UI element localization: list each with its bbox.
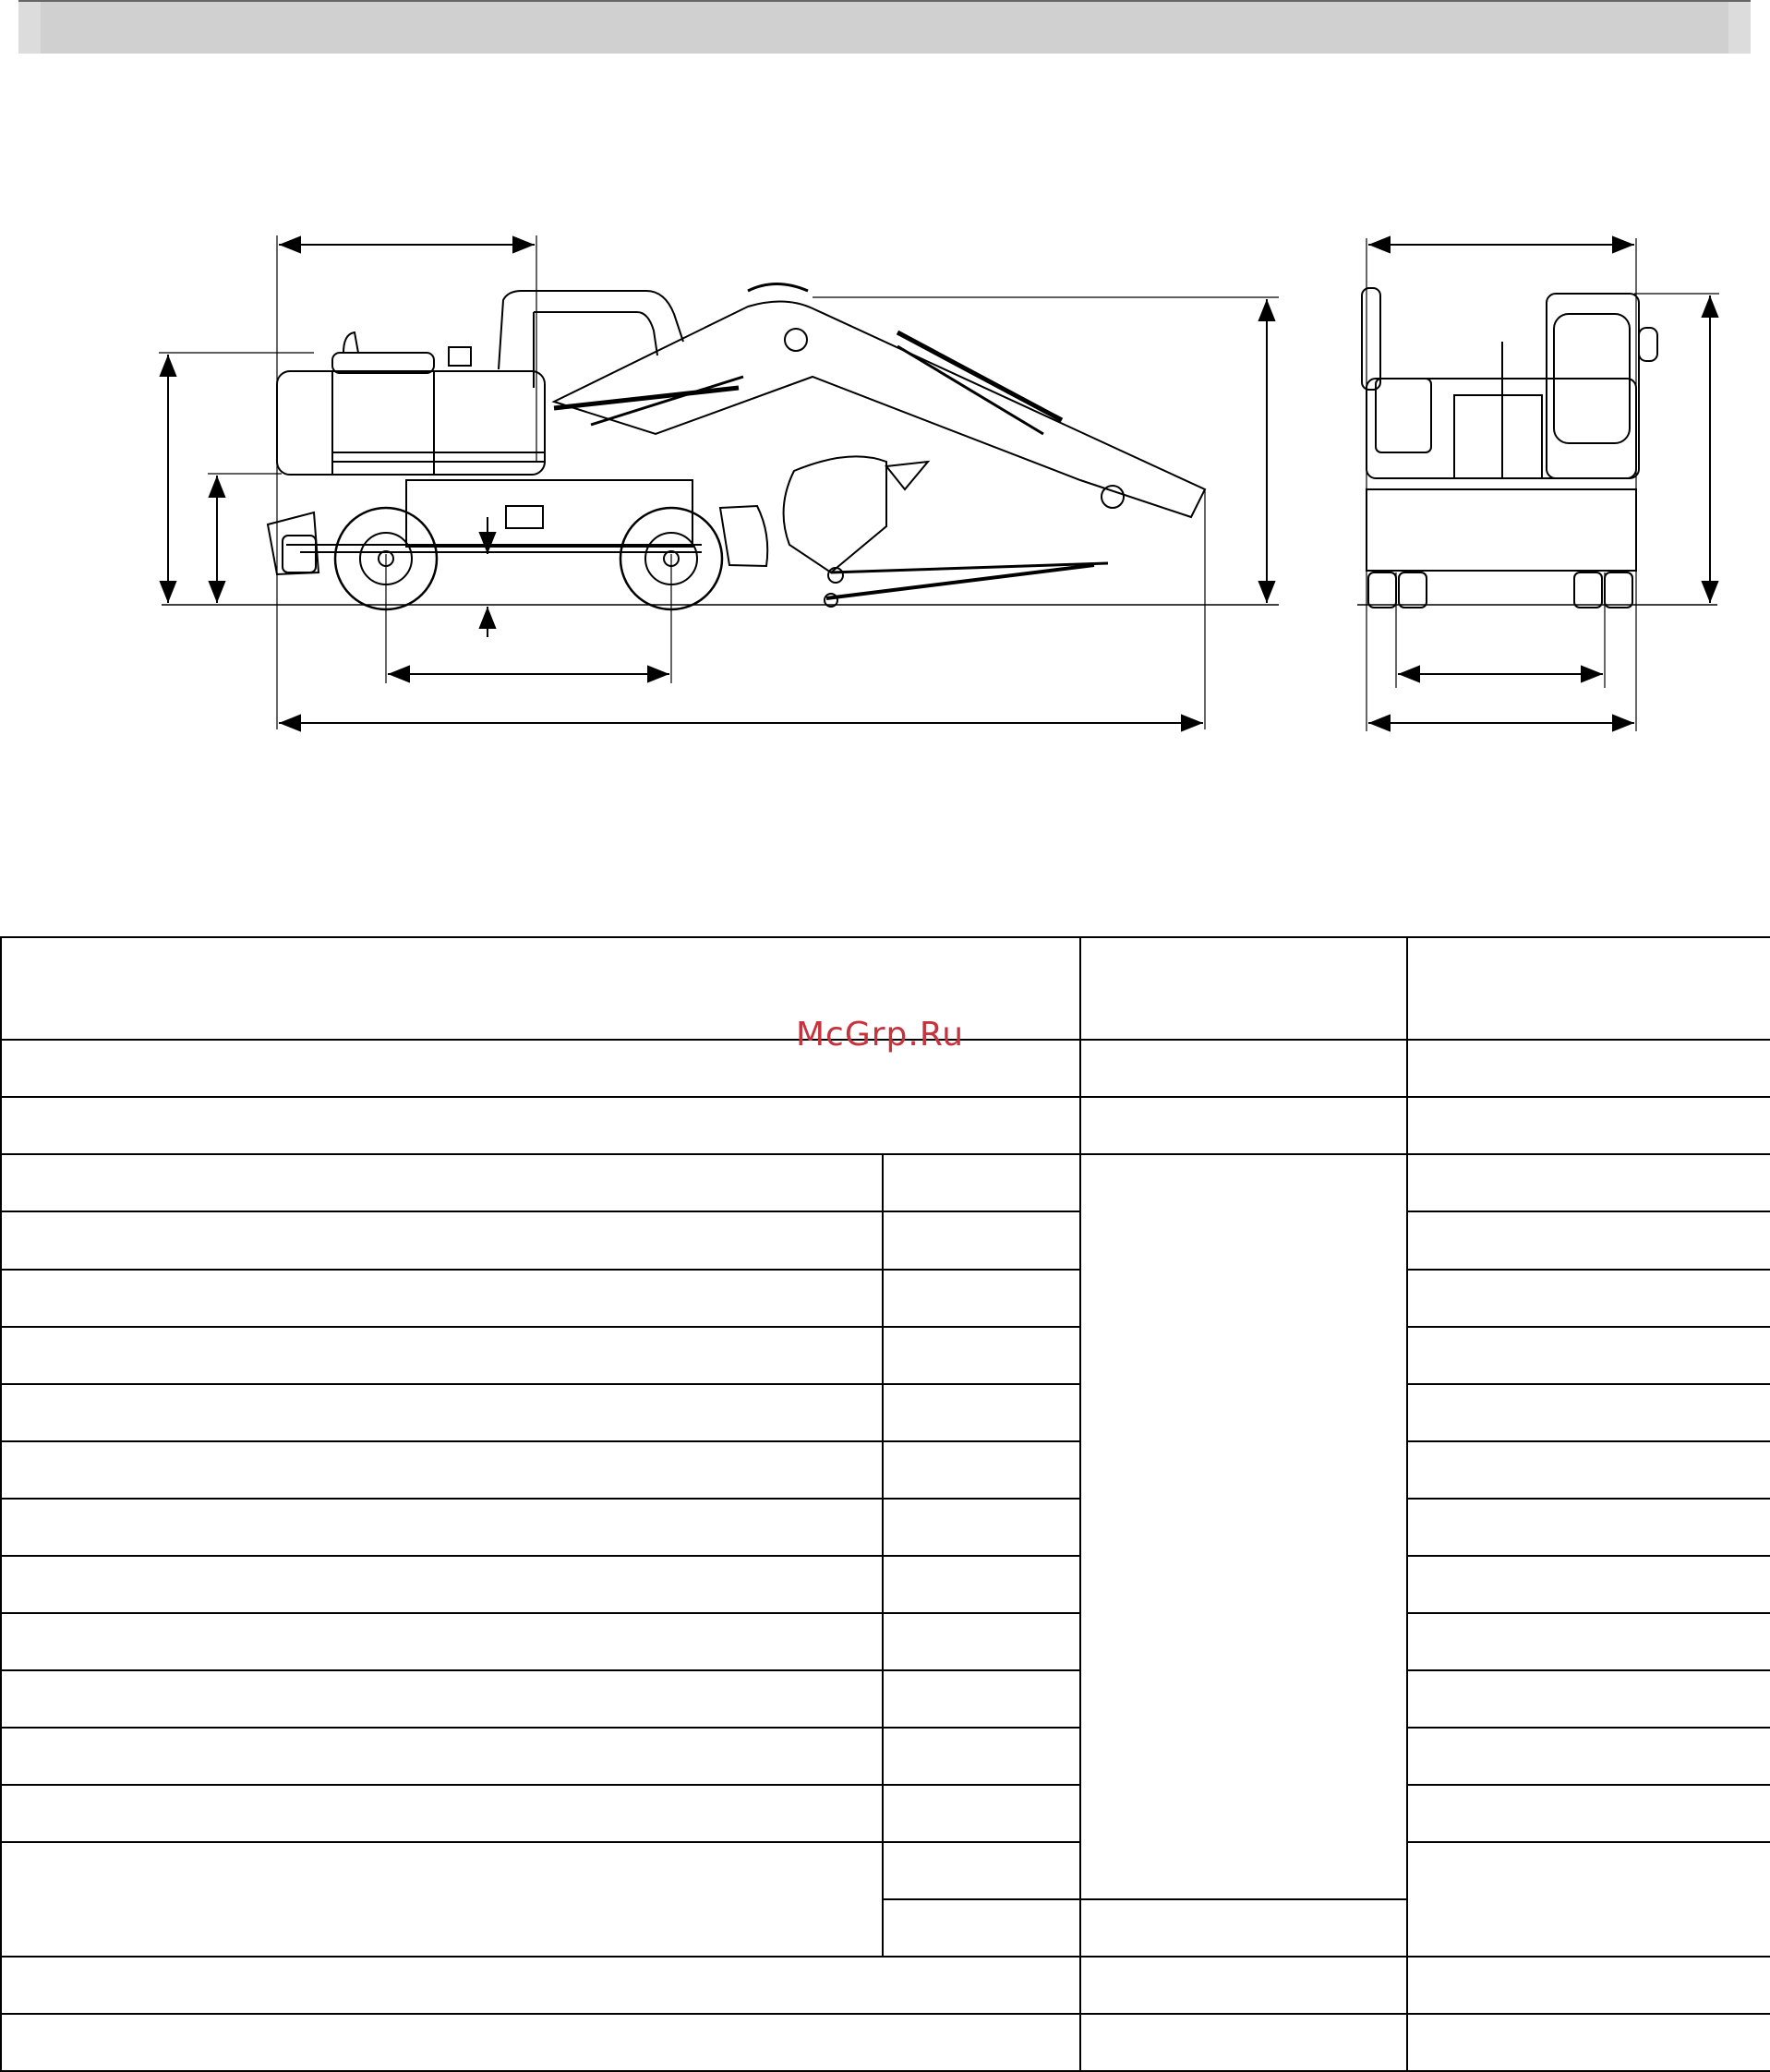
table-cell bbox=[1080, 1040, 1407, 1097]
specification-table bbox=[0, 936, 1770, 2072]
table-row bbox=[1, 1154, 1770, 1211]
table-cell bbox=[883, 1785, 1080, 1842]
table-row bbox=[1, 1499, 1770, 1556]
table-cell bbox=[1407, 1556, 1770, 1613]
table-cell bbox=[1407, 1957, 1770, 2014]
table-cell bbox=[1080, 1154, 1407, 1898]
table-row bbox=[1, 1327, 1770, 1384]
table-cell bbox=[1080, 2014, 1407, 2071]
table-row bbox=[1, 1097, 1770, 1154]
front-view bbox=[1357, 238, 1719, 731]
side-view bbox=[159, 235, 1279, 729]
table-cell bbox=[883, 1899, 1080, 1957]
table-cell bbox=[1407, 937, 1770, 1040]
table-row bbox=[1, 1384, 1770, 1441]
table-row bbox=[1, 1842, 1770, 1899]
table-cell bbox=[883, 1441, 1080, 1499]
table-cell bbox=[1407, 1728, 1770, 1785]
table-cell bbox=[883, 1842, 1080, 1899]
table-cell bbox=[883, 1154, 1080, 1211]
table-cell bbox=[883, 1270, 1080, 1327]
table-cell bbox=[1080, 1899, 1407, 1957]
table-cell bbox=[1, 1670, 883, 1728]
table-cell bbox=[883, 1211, 1080, 1269]
table-cell bbox=[1407, 1785, 1770, 1842]
table-cell bbox=[1, 1957, 1080, 2014]
table-cell bbox=[1, 1785, 883, 1842]
table-row bbox=[1, 1785, 1770, 1842]
table-cell bbox=[1, 1728, 883, 1785]
table-cell bbox=[1, 1097, 1080, 1154]
table-cell bbox=[1407, 1441, 1770, 1499]
table-row bbox=[1, 2014, 1770, 2071]
table-cell bbox=[1, 1499, 883, 1556]
table-cell bbox=[883, 1327, 1080, 1384]
table-cell bbox=[1407, 1499, 1770, 1556]
table-cell bbox=[1407, 1670, 1770, 1728]
table-row bbox=[1, 1728, 1770, 1785]
watermark-text: McGrp.Ru bbox=[796, 1016, 965, 1054]
table-row bbox=[1, 1556, 1770, 1613]
table-cell bbox=[1, 1270, 883, 1327]
table-cell bbox=[1, 1556, 883, 1613]
table-cell bbox=[1407, 1211, 1770, 1269]
table-cell bbox=[1, 1842, 883, 1957]
table-row bbox=[1, 1613, 1770, 1670]
table-cell bbox=[1, 1211, 883, 1269]
table-cell bbox=[883, 1613, 1080, 1670]
table-cell bbox=[1, 1384, 883, 1441]
table-cell bbox=[1407, 1384, 1770, 1441]
table-cell bbox=[1407, 1270, 1770, 1327]
excavator-dimension-drawing bbox=[0, 0, 1770, 831]
table-row bbox=[1, 1441, 1770, 1499]
table-cell bbox=[1, 2014, 1080, 2071]
table-cell bbox=[883, 1384, 1080, 1441]
table-cell bbox=[883, 1670, 1080, 1728]
table-row bbox=[1, 1670, 1770, 1728]
table-cell bbox=[1407, 1154, 1770, 1211]
table-cell bbox=[1407, 1327, 1770, 1384]
table-row bbox=[1, 1211, 1770, 1269]
table-cell bbox=[883, 1556, 1080, 1613]
table-cell bbox=[1407, 1040, 1770, 1097]
table-cell bbox=[1, 1154, 883, 1211]
table-cell bbox=[883, 1728, 1080, 1785]
table-cell bbox=[1, 1327, 883, 1384]
table-cell bbox=[1, 1613, 883, 1670]
table-cell bbox=[883, 1499, 1080, 1556]
table-cell bbox=[1080, 1097, 1407, 1154]
table-cell bbox=[1407, 2014, 1770, 2071]
table-cell bbox=[1407, 1097, 1770, 1154]
table-row bbox=[1, 1957, 1770, 2014]
table-cell bbox=[1407, 1842, 1770, 1957]
table-cell bbox=[1, 1441, 883, 1499]
table-row bbox=[1, 1270, 1770, 1327]
table-cell bbox=[1080, 1957, 1407, 2014]
table-cell bbox=[1407, 1613, 1770, 1670]
table-cell bbox=[1080, 937, 1407, 1040]
